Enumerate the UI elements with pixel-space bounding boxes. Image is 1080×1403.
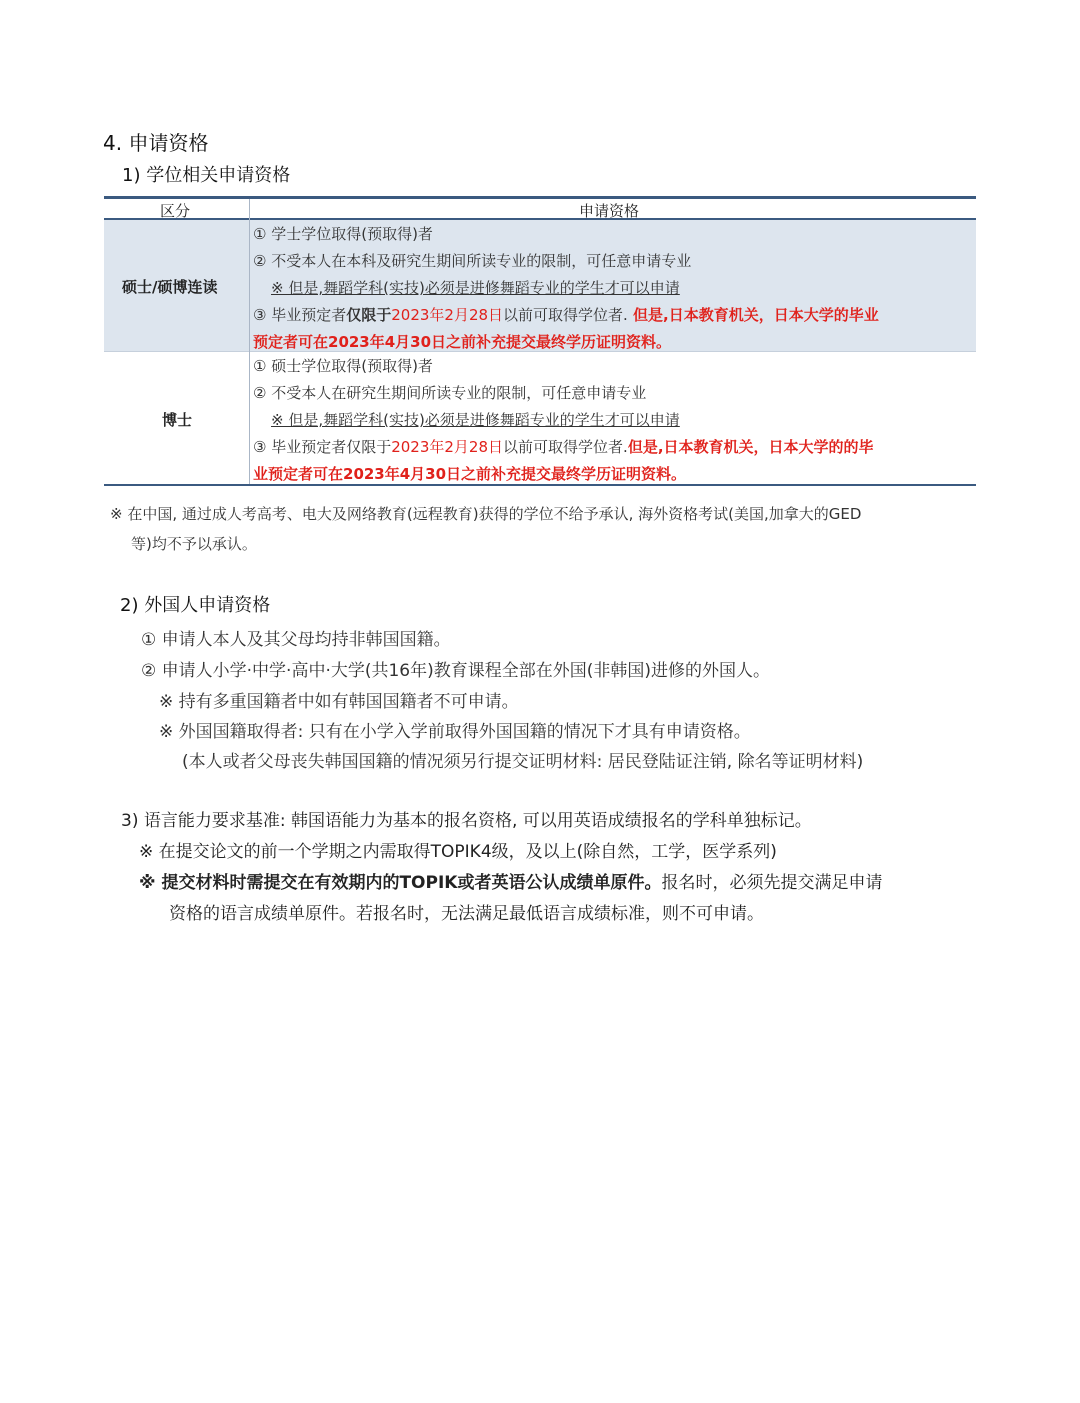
doctor-item-3-e: 但是,日本教育机关，日本大学的的毕 <box>627 438 874 456</box>
doctor-item-3-d: 以前可取得学位者. <box>503 438 628 456</box>
doctor-note-text: ※ 但是,舞蹈学科(实技)必须是进修舞蹈专业的学生才可以申请 <box>271 411 680 429</box>
doctor-item-2: ② 不受本人在研究生期间所读专业的限制，可任意申请专业 <box>253 384 647 402</box>
subsection-title-degree: 1) 学位相关申请资格 <box>122 165 291 186</box>
doctor-item-note <box>271 409 680 430</box>
master-note-text: ※ 但是,舞蹈学科(实技)必须是进修舞蹈专业的学生才可以申请 <box>271 279 680 297</box>
table-footnote-line-1: ※ 在中国, 通过成人考高考、电大及网络教育(远程教育)获得的学位不给予承认, 海外资格考试(美国,加拿大的GED <box>110 505 862 523</box>
row-label-doctor: 博士 <box>162 411 193 429</box>
table-column-divider <box>249 199 250 484</box>
doctor-item-3-a: ③ 毕业预定者仅限于 <box>253 438 392 456</box>
master-item-3-date: 2023年2月28日 <box>391 306 504 324</box>
master-item-3-d: 以前可取得学位者. <box>503 306 628 324</box>
doctor-item-1: ① 硕士学位取得(预取得)者 <box>253 357 433 375</box>
table-header <box>104 199 976 218</box>
foreigner-note-2: ※ 外国国籍取得者: 只有在小学入学前取得外国国籍的情况下才具有申请资格。 <box>159 722 751 742</box>
master-item-3-e: 但是,日本教育机关，日本大学的毕业 <box>627 306 879 324</box>
master-item-3-b: 仅限于 <box>346 306 392 324</box>
doctor-item-3-date: 2023年2月28日 <box>391 438 504 456</box>
master-item-note <box>271 277 680 298</box>
master-item-3-a: ③ 毕业预定者 <box>253 306 347 324</box>
foreigner-item-1: ① 申请人本人及其父母均持非韩国国籍。 <box>141 630 451 650</box>
foreigner-note-2-cont: (本人或者父母丧失韩国国籍的情况须另行提交证明材料: 居民登陆证注销, 除名等证明材料) <box>182 752 864 772</box>
language-note-2-rest: 报名时，必须先提交满足申请 <box>661 873 883 893</box>
language-note-2 <box>139 868 882 893</box>
language-note-1: ※ 在提交论文的前一个学期之内需取得TOPIK4级，及以上(除自然，工学，医学系列) <box>139 842 777 862</box>
language-note-2-bold: ※ 提交材料时需提交在有效期内的TOPIK或者英语公认成绩单原件。 <box>139 873 662 893</box>
row-label-master: 硕士/硕博连读 <box>122 278 218 296</box>
qualification-table <box>104 196 976 486</box>
doctor-item-3 <box>253 436 874 457</box>
header-qualification: 申请资格 <box>579 202 640 220</box>
master-item-3 <box>253 304 879 325</box>
table-footnote-line-2: 等)均不予以承认。 <box>131 535 257 553</box>
doctor-item-3-cont: 业预定者可在2023年4月30日之前补充提交最终学历证明资料。 <box>253 465 687 483</box>
master-item-2: ② 不受本人在本科及研究生期间所读专业的限制，可任意申请专业 <box>253 252 692 270</box>
master-item-3-cont: 预定者可在2023年4月30日之前补充提交最终学历证明资料。 <box>253 333 672 351</box>
language-note-2-cont: 资格的语言成绩单原件。若报名时，无法满足最低语言成绩标准，则不可申请。 <box>169 904 764 924</box>
header-category: 区分 <box>160 202 191 220</box>
subsection-title-foreigner: 2) 外国人申请资格 <box>120 595 271 616</box>
foreigner-item-2: ② 申请人小学·中学·高中·大学(共16年)教育课程全部在外国(非韩国)进修的外国人。 <box>141 661 771 681</box>
subsection-title-language: 3) 语言能力要求基准: 韩国语能力为基本的报名资格, 可以用英语成绩报名的学科单独标记。 <box>121 811 812 831</box>
master-item-1: ① 学士学位取得(预取得)者 <box>253 225 433 243</box>
table-bottom-border <box>104 484 976 486</box>
section-title: 4. 申请资格 <box>103 131 209 155</box>
foreigner-note-1: ※ 持有多重国籍者中如有韩国国籍者不可申请。 <box>159 692 519 712</box>
